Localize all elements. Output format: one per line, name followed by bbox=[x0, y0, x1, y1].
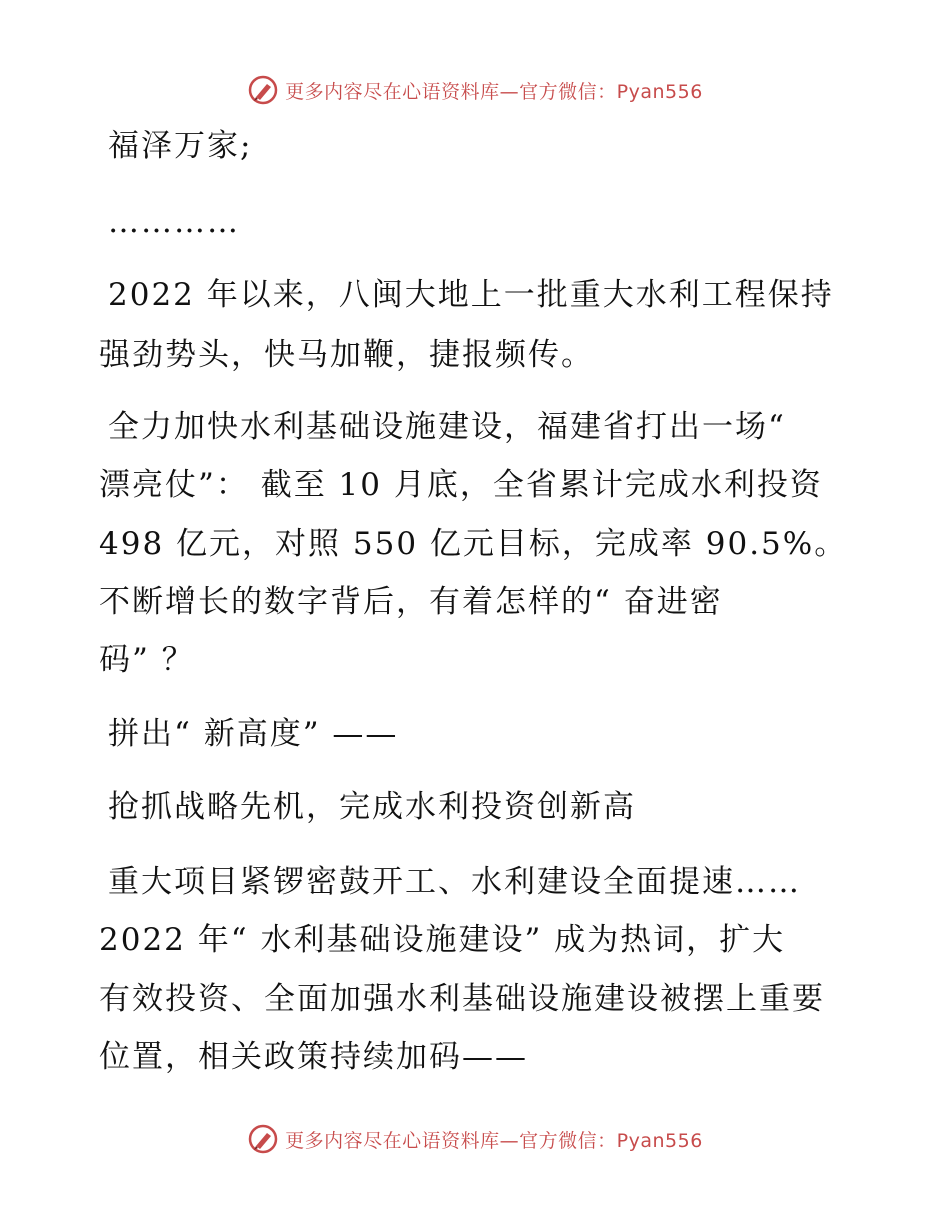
header-watermark-text: 更多内容尽在心语资料库—官方微信：Pyan556 bbox=[285, 80, 703, 103]
body-line: 2022 年“ 水利基础设施建设” 成为热词，扩大 bbox=[99, 922, 786, 958]
body-line: 强劲势头，快马加鞭，捷报频传。 bbox=[99, 337, 594, 373]
pen-logo-icon bbox=[247, 1123, 279, 1155]
footer-watermark-banner bbox=[0, 1119, 950, 1159]
body-line: 漂亮仗”： 截至 10 月底，全省累计完成水利投资 bbox=[99, 467, 823, 503]
footer-watermark-text: 更多内容尽在心语资料库—官方微信：Pyan556 bbox=[285, 1129, 703, 1152]
body-line: 福泽万家; bbox=[108, 128, 253, 164]
body-line: 抢抓战略先机，完成水利投资创新高 bbox=[108, 789, 636, 825]
body-line: 不断增长的数字背后，有着怎样的“ 奋进密 bbox=[99, 584, 723, 620]
body-line: 有效投资、全面加强水利基础设施建设被摆上重要 bbox=[99, 981, 825, 1017]
body-line: 重大项目紧锣密鼓开工、水利建设全面提速…… bbox=[108, 864, 801, 900]
body-line: 拼出“ 新高度” —— bbox=[108, 716, 399, 752]
body-line: 全力加快水利基础设施建设，福建省打出一场“ bbox=[108, 409, 786, 445]
body-line: 位置，相关政策持续加码—— bbox=[99, 1039, 528, 1075]
body-line: 498 亿元，对照 550 亿元目标，完成率 90.5%。 bbox=[99, 526, 848, 562]
body-line: ………… bbox=[108, 204, 240, 240]
body-line: 码” ？ bbox=[99, 642, 195, 678]
body-line: 2022 年以来，八闽大地上一批重大水利工程保持 bbox=[108, 277, 834, 313]
